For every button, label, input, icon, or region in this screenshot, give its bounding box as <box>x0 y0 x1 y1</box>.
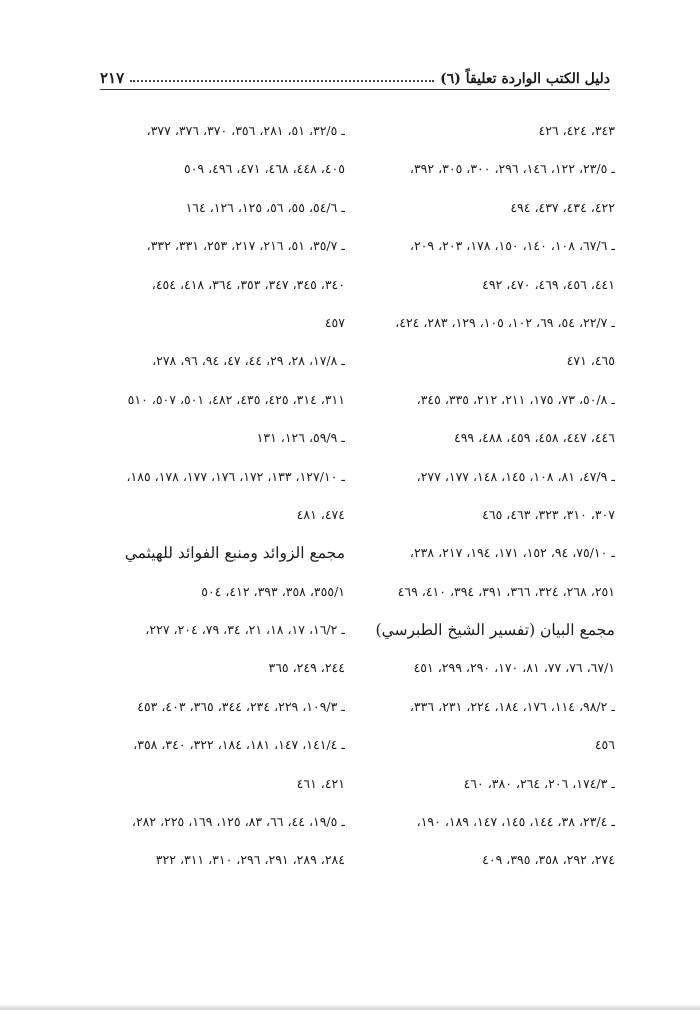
index-entry-line: ـ ١٧/٨، ٢٨، ٢٩، ٤٤، ٤٧، ٩٤، ٩٦، ٢٧٨، <box>152 353 345 369</box>
index-entry-line: ـ ٥٠/٨، ٧٣، ١٧٥، ٢١١، ٢١٢، ٣٣٥، ٣٤٥، <box>416 391 615 407</box>
index-entry-line: ٣٥٥/١، ٣٥٨، ٣٩٣، ٤١٢، ٥٠٤ <box>201 583 345 599</box>
index-entry-line: ٢٥١، ٢٦٨، ٣٢٤، ٣٦٦، ٣٩١، ٣٩٤، ٤١٠، ٤٦٩ <box>397 583 615 599</box>
index-entry-line: ـ ٣٢/٥، ٥١، ٢٨١، ٣٥٦، ٣٧٠، ٣٧٦، ٣٧٧، <box>146 123 345 138</box>
index-entry-line: ـ ٤٧/٩، ٨١، ١٠٨، ١٤٥، ١٤٨، ١٧٧، ٢٧٧، <box>416 468 615 484</box>
index-entry-line: ـ ٢٣/٥، ١٢٢، ١٤٦، ٢٩٦، ٣٠٠، ٣٠٥، ٣٩٢، <box>409 161 615 177</box>
index-entry-line: ـ ١٦/٢، ١٧، ١٨، ٢١، ٣٤، ٧٩، ٢٠٤، ٢٢٧، <box>145 622 345 638</box>
index-entry-line: ٣٠٧، ٣١٠، ٣٢٣، ٤٦٣، ٤٦٥ <box>482 506 615 522</box>
index-entry-line: ٤٤٦، ٤٤٧، ٤٥٨، ٤٥٩، ٤٨٨، ٤٩٩ <box>453 430 615 446</box>
index-column-right <box>370 112 615 880</box>
book-title-heading: مجمع البيان (تفسير الشيخ الطبرسي) <box>375 621 615 640</box>
index-entry-line: ٤٢١، ٤٦١ <box>296 775 345 791</box>
index-entry-line: ـ ٢٢/٧، ٥٤، ٦٩، ١٠٢، ١٠٥، ١٢٩، ٢٨٣، ٤٢٤، <box>395 314 615 330</box>
index-entry-line: ٤٧٤، ٤٨١ <box>296 506 345 522</box>
index-entry-line: ٤٠٥، ٤٤٨، ٤٦٨، ٤٧١، ٤٩٦، ٥٠٩ <box>183 161 345 177</box>
index-entry-line: ٣٤٣، ٤٢٤، ٤٢٦ <box>538 123 615 138</box>
index-entry-line: ـ ١٤١/٤، ١٤٧، ١٨١، ١٨٤، ٣٢٢، ٣٤٠، ٣٥٨، <box>133 737 345 753</box>
index-entry-line: ـ ٩٨/٢، ١١٤، ١٧٦، ١٨٤، ٢٢٤، ٢٣١، ٣٣٦، <box>409 698 615 714</box>
index-entry-line: ـ ٥٤/٦، ٥٥، ٥٦، ١٢٥، ١٢٦، ١٦٤ <box>185 199 345 215</box>
index-column-left <box>100 112 345 880</box>
index-entry-line: ٣١١، ٣١٤، ٤٢٥، ٤٣٥، ٤٨٢، ٥٠١، ٥٠٧، ٥١٠ <box>127 391 345 407</box>
index-entry-line: ٤٥٦ <box>594 737 615 753</box>
scan-edge <box>0 1004 700 1010</box>
index-entry-line: ٦٧/١، ٧٦، ٧٧، ٨١، ١٧٠، ٢٩٠، ٢٩٩، ٤٥١ <box>413 660 615 676</box>
index-entry-line: ـ ٧٥/١٠، ٩٤، ١٥٢، ١٧١، ١٩٤، ٢١٧، ٢٣٨، <box>409 545 615 561</box>
index-entry-line: ـ ٢٣/٤، ٣٨، ١٤٤، ١٤٥، ١٤٧، ١٨٩، ١٩٠، <box>416 814 615 830</box>
index-entry-line: ـ ١٧٤/٣، ٢٠٦، ٢٦٤، ٣٨٠، ٤٦٠ <box>463 775 615 791</box>
running-title: دليل الكتب الواردة تعليقاً (٦) <box>440 71 610 87</box>
index-entry-line: ٤٤١، ٤٥٦، ٤٦٩، ٤٧٠، ٤٩٢ <box>482 276 615 292</box>
index-entry-line: ـ ٦٧/٦، ١٠٨، ١٤٠، ١٥٠، ١٧٨، ٢٠٣، ٢٠٩، <box>409 238 615 254</box>
index-entry-line: ٤٢٢، ٤٣٤، ٤٣٧، ٤٩٤ <box>510 199 615 215</box>
index-entry-line: ٢٨٤، ٢٨٩، ٢٩١، ٢٩٦، ٣١٠، ٣١١، ٣٢٢ <box>155 852 345 868</box>
index-entry-line: ٣٤٠، ٣٤٥، ٣٤٧، ٣٥٣، ٣٦٤، ٤١٨، ٤٥٤، <box>151 276 345 292</box>
index-entry-line: ٢٤٤، ٢٤٩، ٣٦٥ <box>268 660 345 676</box>
index-entry-line: ٤٥٧ <box>324 314 345 330</box>
index-entry-line: ـ ٣٥/٧، ٥١، ٢١٦، ٢١٧، ٢٥٣، ٣٣١، ٣٣٢، <box>146 238 345 254</box>
book-title-heading: مجمع الزوائد ومنبع الفوائد للهيثمي <box>124 544 345 563</box>
index-entry-line: ٢٧٤، ٢٩٢، ٣٥٨، ٣٩٥، ٤٠٩ <box>482 852 615 868</box>
index-entry-line: ـ ٥٩/٩، ١٢٦، ١٣١ <box>256 430 345 446</box>
running-header <box>100 63 610 90</box>
index-entry-line: ـ ١٠٩/٣، ٢٢٩، ٢٣٤، ٣٤٤، ٣٦٥، ٤٠٣، ٤٥٣ <box>137 698 345 714</box>
index-entry-line: ٤٦٥، ٤٧١ <box>566 353 615 369</box>
page-number: ٢١٧ <box>100 69 125 87</box>
index-entry-line: ـ ١٩/٥، ٤٤، ٦٦، ٨٣، ١٢٥، ١٦٩، ٢٢٥، ٢٨٢، <box>131 814 345 830</box>
index-entry-line: ـ ١٢٧/١٠، ١٣٣، ١٧٢، ١٧٦، ١٧٧، ١٧٨، ١٨٥، <box>126 468 345 484</box>
leader-dots <box>130 79 434 82</box>
